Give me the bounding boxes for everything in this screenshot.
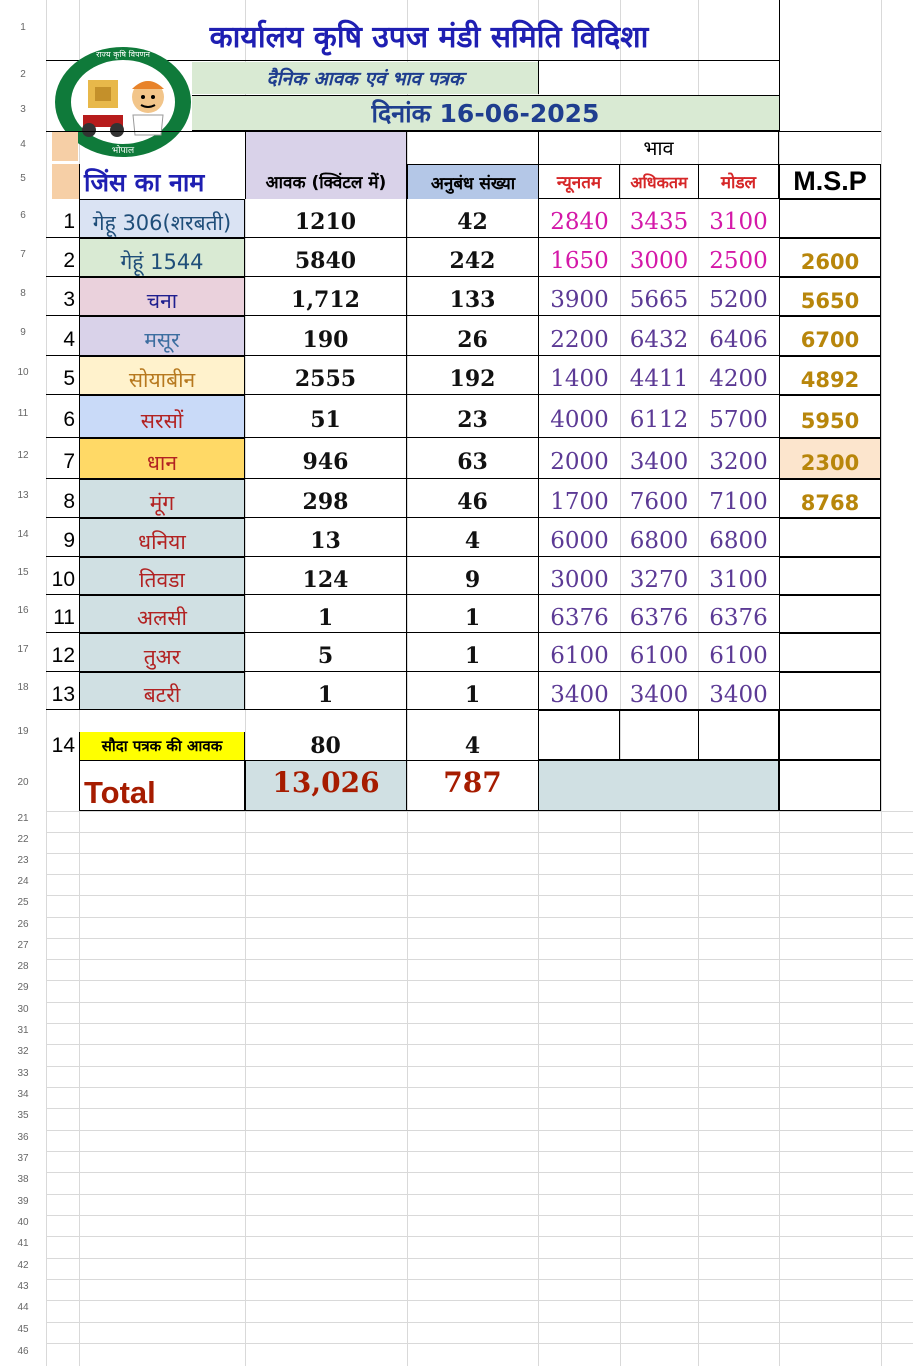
total-label: Total [79,760,245,811]
row-number[interactable]: 23 [17,854,29,866]
min-price-header: न्यूनतम [538,164,620,199]
contract-count: 1 [407,672,538,710]
arrival-quantity: 1,712 [245,277,407,316]
msp-value [779,672,881,710]
row-number[interactable]: 39 [17,1195,29,1207]
max-price: 3000 [620,238,698,277]
row-number[interactable]: 3 [20,104,26,115]
row-number[interactable]: 43 [17,1280,29,1292]
min-price: 6100 [538,633,620,672]
msp-value [779,633,881,672]
sauda-arrival-quantity: 80 [245,710,407,760]
page-title: कार्यालय कृषि उपज मंडी समिति विदिशा [209,19,649,55]
row-number[interactable]: 8 [20,287,26,299]
report-date: दिनांक 16-06-2025 [192,95,779,131]
contract-count: 133 [407,277,538,316]
serial-number: 8 [46,479,79,518]
row-number[interactable]: 10 [17,366,29,378]
grid-line [46,853,913,854]
max-price: 6800 [620,518,698,557]
msp-value: 2600 [779,238,881,277]
contract-count: 4 [407,518,538,557]
serial-number: 12 [46,633,79,672]
row-number[interactable]: 35 [17,1110,29,1121]
row-number[interactable]: 13 [17,489,29,501]
arrival-quantity: 2555 [245,356,407,395]
contract-count: 46 [407,479,538,518]
grid-line [46,811,913,812]
grid-line [46,895,913,896]
row-number[interactable]: 36 [17,1131,29,1143]
serial-number: 10 [46,557,79,595]
grid-line [46,1215,913,1216]
min-price: 3400 [538,672,620,710]
sauda-arrival-label: सौदा पत्रक की आवक [79,732,245,760]
row-number[interactable]: 29 [17,982,29,993]
blank-cell [538,61,779,94]
grid-line [881,0,882,1366]
row-number[interactable]: 42 [17,1259,29,1271]
row-number[interactable]: 22 [17,833,29,845]
row-number[interactable]: 30 [17,1003,29,1015]
modal-price: 6800 [698,518,779,557]
max-price: 6432 [620,316,698,356]
grid-line [46,1258,913,1259]
blank-cell [779,760,881,811]
row-number[interactable]: 37 [17,1152,29,1164]
grid-line [46,938,913,939]
modal-price: 3100 [698,557,779,595]
total-arrival: 13,026 [245,760,407,811]
row-number[interactable]: 4 [20,138,26,150]
min-price: 2840 [538,199,620,238]
max-price-header: अधिकतम [620,164,698,199]
crop-name: तिवडा [79,557,245,595]
grid-line [46,832,913,833]
row-number[interactable]: 14 [17,528,29,540]
msp-value [779,518,881,557]
min-price: 3000 [538,557,620,595]
blank-cell [538,760,779,811]
row-number[interactable]: 38 [17,1174,29,1185]
max-price: 3270 [620,557,698,595]
max-price: 3400 [620,672,698,710]
grid-line [46,1279,913,1280]
row-number[interactable]: 20 [17,776,29,788]
blank-cell [698,710,779,760]
serial-number: 4 [46,316,79,356]
crop-name: गेहू 306(शरबती) [79,199,245,238]
row-number[interactable]: 1 [20,22,26,33]
row-number[interactable]: 21 [17,812,29,824]
grid-line [46,1108,913,1109]
report-subtitle: दैनिक आवक एवं भाव पत्रक [192,62,538,94]
modal-price: 4200 [698,356,779,395]
crop-name: धनिया [79,518,245,557]
row-number[interactable]: 12 [17,449,29,461]
crop-name: सोयाबीन [79,356,245,395]
serial-number: 14 [51,734,75,757]
modal-price: 5700 [698,395,779,438]
min-price: 1650 [538,238,620,277]
total-contracts: 787 [407,760,538,811]
row-number[interactable]: 19 [17,726,29,737]
grid-line [46,1194,913,1195]
arrival-quantity: 5840 [245,238,407,277]
serial-number: 11 [46,595,79,633]
row-number[interactable]: 27 [17,939,29,951]
grid-line [46,1151,913,1152]
serial-number: 3 [46,277,79,316]
arrival-quantity: 1 [245,672,407,710]
row-number[interactable]: 18 [17,682,29,693]
row-number[interactable]: 24 [17,875,29,887]
crop-name: अलसी [79,595,245,633]
min-price: 2200 [538,316,620,356]
arrival-quantity: 13 [245,518,407,557]
contract-count: 192 [407,356,538,395]
grid-line [46,1066,913,1067]
row-number[interactable]: 15 [17,567,29,578]
row-number[interactable]: 44 [17,1302,29,1313]
row-number[interactable]: 5 [20,172,26,184]
max-price: 6376 [620,595,698,633]
contract-count: 1 [407,633,538,672]
max-price: 3400 [620,438,698,479]
row-number[interactable]: 11 [17,407,29,419]
row-number[interactable]: 16 [17,605,29,616]
serial-number: 6 [46,395,79,438]
contracts-column-header: अनुबंध संख्या [407,164,538,199]
msp-value: 8768 [779,479,881,518]
grid-line [46,1130,913,1131]
crop-name: तुअर [79,633,245,672]
contract-count: 9 [407,557,538,595]
max-price: 3435 [620,199,698,238]
min-price: 1400 [538,356,620,395]
modal-price: 3100 [698,199,779,238]
row-number[interactable]: 25 [17,897,29,908]
min-price: 3900 [538,277,620,316]
min-price: 2000 [538,438,620,479]
crop-name: सरसों [79,395,245,438]
crop-name: मूंग [79,479,245,518]
row-number[interactable]: 40 [17,1216,29,1228]
sauda-contract-count: 4 [464,733,481,759]
grid-line [46,1322,913,1323]
max-price: 7600 [620,479,698,518]
grid-line [46,917,913,918]
min-price: 4000 [538,395,620,438]
msp-value: 2300 [779,438,881,479]
grid-line [46,1002,913,1003]
modal-price: 3200 [698,438,779,479]
svg-text:राज्य कृषि विपणन: राज्य कृषि विपणन [96,50,150,59]
min-price: 6376 [538,595,620,633]
crop-name: धान [79,438,245,479]
serial-number: 7 [46,438,79,479]
orange-cell [52,131,78,161]
row-number[interactable]: 17 [17,643,29,655]
row-number[interactable]: 41 [17,1238,29,1249]
contract-count: 242 [407,238,538,277]
arrival-quantity: 5 [245,633,407,672]
modal-price: 2500 [698,238,779,277]
blank-cell [620,710,698,760]
serial-number: 9 [46,518,79,557]
grid-line [46,1343,913,1344]
grid-line [46,874,913,875]
contract-count: 23 [407,395,538,438]
row-number[interactable]: 45 [17,1323,29,1335]
msp-value: 4892 [779,356,881,395]
arrival-quantity: 124 [245,557,407,595]
row-number[interactable]: 2 [20,69,26,80]
contract-count: 1 [407,595,538,633]
row-number[interactable]: 32 [17,1046,29,1057]
row-number[interactable]: 33 [17,1067,29,1079]
modal-price: 3400 [698,672,779,710]
max-price: 4411 [620,356,698,395]
row-number[interactable]: 28 [17,960,29,972]
row-number[interactable]: 6 [20,209,26,221]
max-price: 6100 [620,633,698,672]
min-price: 1700 [538,479,620,518]
min-price: 6000 [538,518,620,557]
msp-value: 5950 [779,395,881,438]
blank-cell [779,710,881,760]
grid-line [46,1236,913,1237]
grid-line [46,980,913,981]
crop-name: चना [79,277,245,316]
arrival-column-header: आवक (क्विंटल में) [265,173,387,193]
svg-text:भोपाल: भोपाल [111,146,135,156]
modal-price: 6100 [698,633,779,672]
serial-number: 1 [46,199,79,238]
msp-value [779,595,881,633]
orange-cell [52,164,79,199]
row-number[interactable]: 9 [20,327,26,338]
modal-price: 5200 [698,277,779,316]
serial-number: 2 [46,238,79,277]
modal-price: 6406 [698,316,779,356]
arrival-quantity: 946 [245,438,407,479]
grid-line [46,959,913,960]
row-number[interactable]: 7 [20,248,26,260]
modal-price: 7100 [698,479,779,518]
row-numbers [0,0,46,1366]
contract-count: 26 [407,316,538,356]
max-price: 5665 [620,277,698,316]
row-number[interactable]: 31 [17,1024,29,1036]
arrival-quantity: 190 [245,316,407,356]
serial-number: 5 [46,356,79,395]
modal-price: 6376 [698,595,779,633]
crop-name: गेहूं 1544 [79,238,245,277]
arrival-quantity: 1 [245,595,407,633]
contract-count: 42 [407,199,538,238]
serial-number: 13 [46,672,79,710]
grid-line [46,1023,913,1024]
grid-line [46,1044,913,1045]
msp-value: 6700 [779,316,881,356]
contract-count: 63 [407,438,538,479]
row-number[interactable]: 26 [17,918,29,930]
row-number[interactable]: 46 [17,1345,29,1357]
arrival-quantity: 51 [245,395,407,438]
crop-name: मसूर [79,316,245,356]
msp-value [779,557,881,595]
msp-value [779,199,881,238]
arrival-quantity: 298 [245,479,407,518]
grid-line [46,1300,913,1301]
row-number[interactable]: 34 [17,1088,29,1100]
modal-price-header: मोडल [698,164,779,199]
arrival-quantity: 1210 [245,199,407,238]
msp-value: 5650 [779,277,881,316]
max-price: 6112 [620,395,698,438]
crop-column-header: जिंस का नाम [79,164,245,199]
crop-name: बटरी [79,672,245,710]
divider [779,0,780,131]
price-group-header: भाव [538,131,779,164]
grid-line [46,1172,913,1173]
grid-line [46,1087,913,1088]
blank-cell [538,710,620,760]
msp-header: M.S.P [779,164,881,199]
